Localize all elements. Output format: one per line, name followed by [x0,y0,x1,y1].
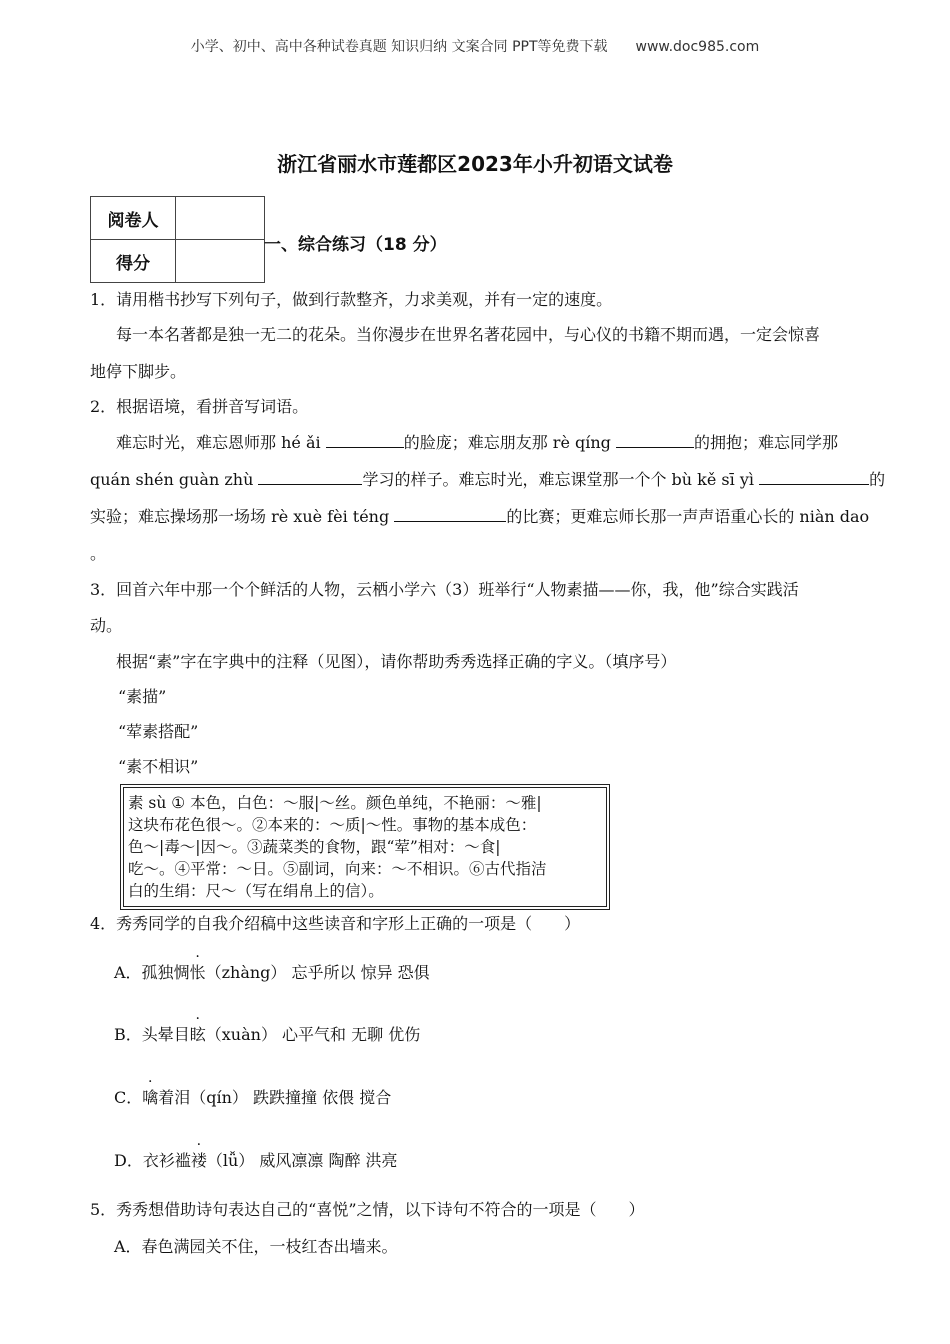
q2-text: 的拥抱；难忘同学那 [694,433,839,452]
score-input-cell[interactable] [176,240,265,283]
q4-option-c[interactable] [114,1085,391,1108]
q4-stem: 4．秀秀同学的自我介绍稿中这些读音和字形上正确的一项是（ ） [90,914,581,933]
q2-text: 实验；难忘操场那一场场 rè xuè fèi téng [90,507,395,526]
q2-text: 的比赛；更难忘师长那一声声语重心长的 niàn dao [506,507,870,526]
option-text: （zhàng） 忘乎所以 惊异 恐俱 [205,963,430,982]
q3-word-1: “素描” [118,687,167,706]
q3-stem-line1: 3．回首六年中那一个个鲜活的人物，云栖小学六（3）班举行“人物素描——你，我，他”综合实践活 [90,580,799,599]
answer-blank[interactable] [759,470,869,485]
q2-text: 学习的样子。难忘时光，难忘课堂那一个个 bù kě sī yì [362,470,760,489]
q1-passage-line1: 每一本名著都是独一无二的花朵。当你漫步在世界名著花园中，与心仪的书籍不期而遇，一定会惊喜 [116,325,821,344]
answer-blank[interactable] [326,433,404,448]
dictionary-line: 素 sù ① 本色，白色：～服|～丝。颜色单纯，不艳丽：～雅| [128,794,542,812]
option-text: （xuàn） 心平气和 无聊 优伤 [205,1025,421,1044]
option-text: B．头晕目 [114,1025,190,1044]
dotted-char: 褛 [190,1151,207,1170]
q2-text: 难忘时光，难忘恩师那 hé ǎi [116,433,326,452]
q1-passage-line2: 地停下脚步。 [90,362,187,381]
page-header [0,36,950,56]
q1-stem: 1．请用楷书抄写下列句子，做到行款整齐，力求美观，并有一定的速度。 [90,290,613,309]
section-heading: 一、综合练习（18 分） [264,235,447,255]
answer-blank[interactable] [394,507,506,522]
grader-table [90,196,265,283]
q5-option-a[interactable]: A．春色满园关不住，一枝红杏出墙来。 [114,1237,398,1256]
q3-word-2: “荤素搭配” [118,722,199,741]
q2-text: 的脸庞；难忘朋友那 rè qíng [403,433,616,452]
header-site-link[interactable]: www.doc985.com [635,39,760,55]
option-text: 着泪（qín） 跌跌撞撞 依偎 搅合 [158,1088,392,1107]
score-label: 得分 [91,240,176,283]
q2-line1 [116,430,838,453]
page-title: 浙江省丽水市莲都区2023年小升初语文试卷 [277,152,673,176]
q2-line3 [90,504,869,527]
q2-line4: 。 [90,544,107,563]
dictionary-entry-box [120,784,610,910]
q3-stem-line2: 动。 [90,616,123,635]
option-text: C． [114,1088,143,1107]
option-text: （lǚ） 威风凛凛 陶醉 洪亮 [206,1151,398,1170]
dotted-char: 怅 [189,963,206,982]
grader-label: 阅卷人 [91,197,176,240]
q4-option-b[interactable] [114,1022,420,1045]
dotted-char: 眩 [189,1025,206,1044]
q4-option-d[interactable] [114,1148,398,1171]
q3-word-3: “素不相识” [118,757,199,776]
q2-text: quán shén guàn zhù [90,470,259,489]
q2-line2 [90,467,885,490]
answer-blank[interactable] [258,470,362,485]
option-text: D．衣衫褴 [114,1151,191,1170]
dotted-char: 噙 [142,1088,159,1107]
option-text: A．孤独惆 [114,963,190,982]
dictionary-line: 白的生绢：尺～（写在绢帛上的信）。 [128,882,384,900]
dictionary-line: 吃～。④平常：～日。⑤副词，向来：～不相识。⑥古代指洁 [128,860,547,878]
q4-option-a[interactable] [114,960,430,983]
q2-text: 的 [869,470,886,489]
header-text: 小学、初中、高中各种试卷真题 知识归纳 文案合同 PPT等免费下载 [190,39,608,55]
dictionary-line: 色～|毒～|因～。③蔬菜类的食物，跟“荤”相对：～食| [128,838,501,856]
q2-stem: 2．根据语境，看拼音写词语。 [90,397,309,416]
answer-blank[interactable] [616,433,694,448]
grader-input-cell[interactable] [176,197,265,240]
q3-instruction: 根据“素”字在字典中的注释（见图），请你帮助秀秀选择正确的字义。（填序号） [116,652,677,671]
dictionary-line: 这块布花色很～。②本来的：～质|～性。事物的基本成色： [128,816,537,834]
q5-stem: 5．秀秀想借助诗句表达自己的“喜悦”之情，以下诗句不符合的一项是（ ） [90,1200,645,1219]
